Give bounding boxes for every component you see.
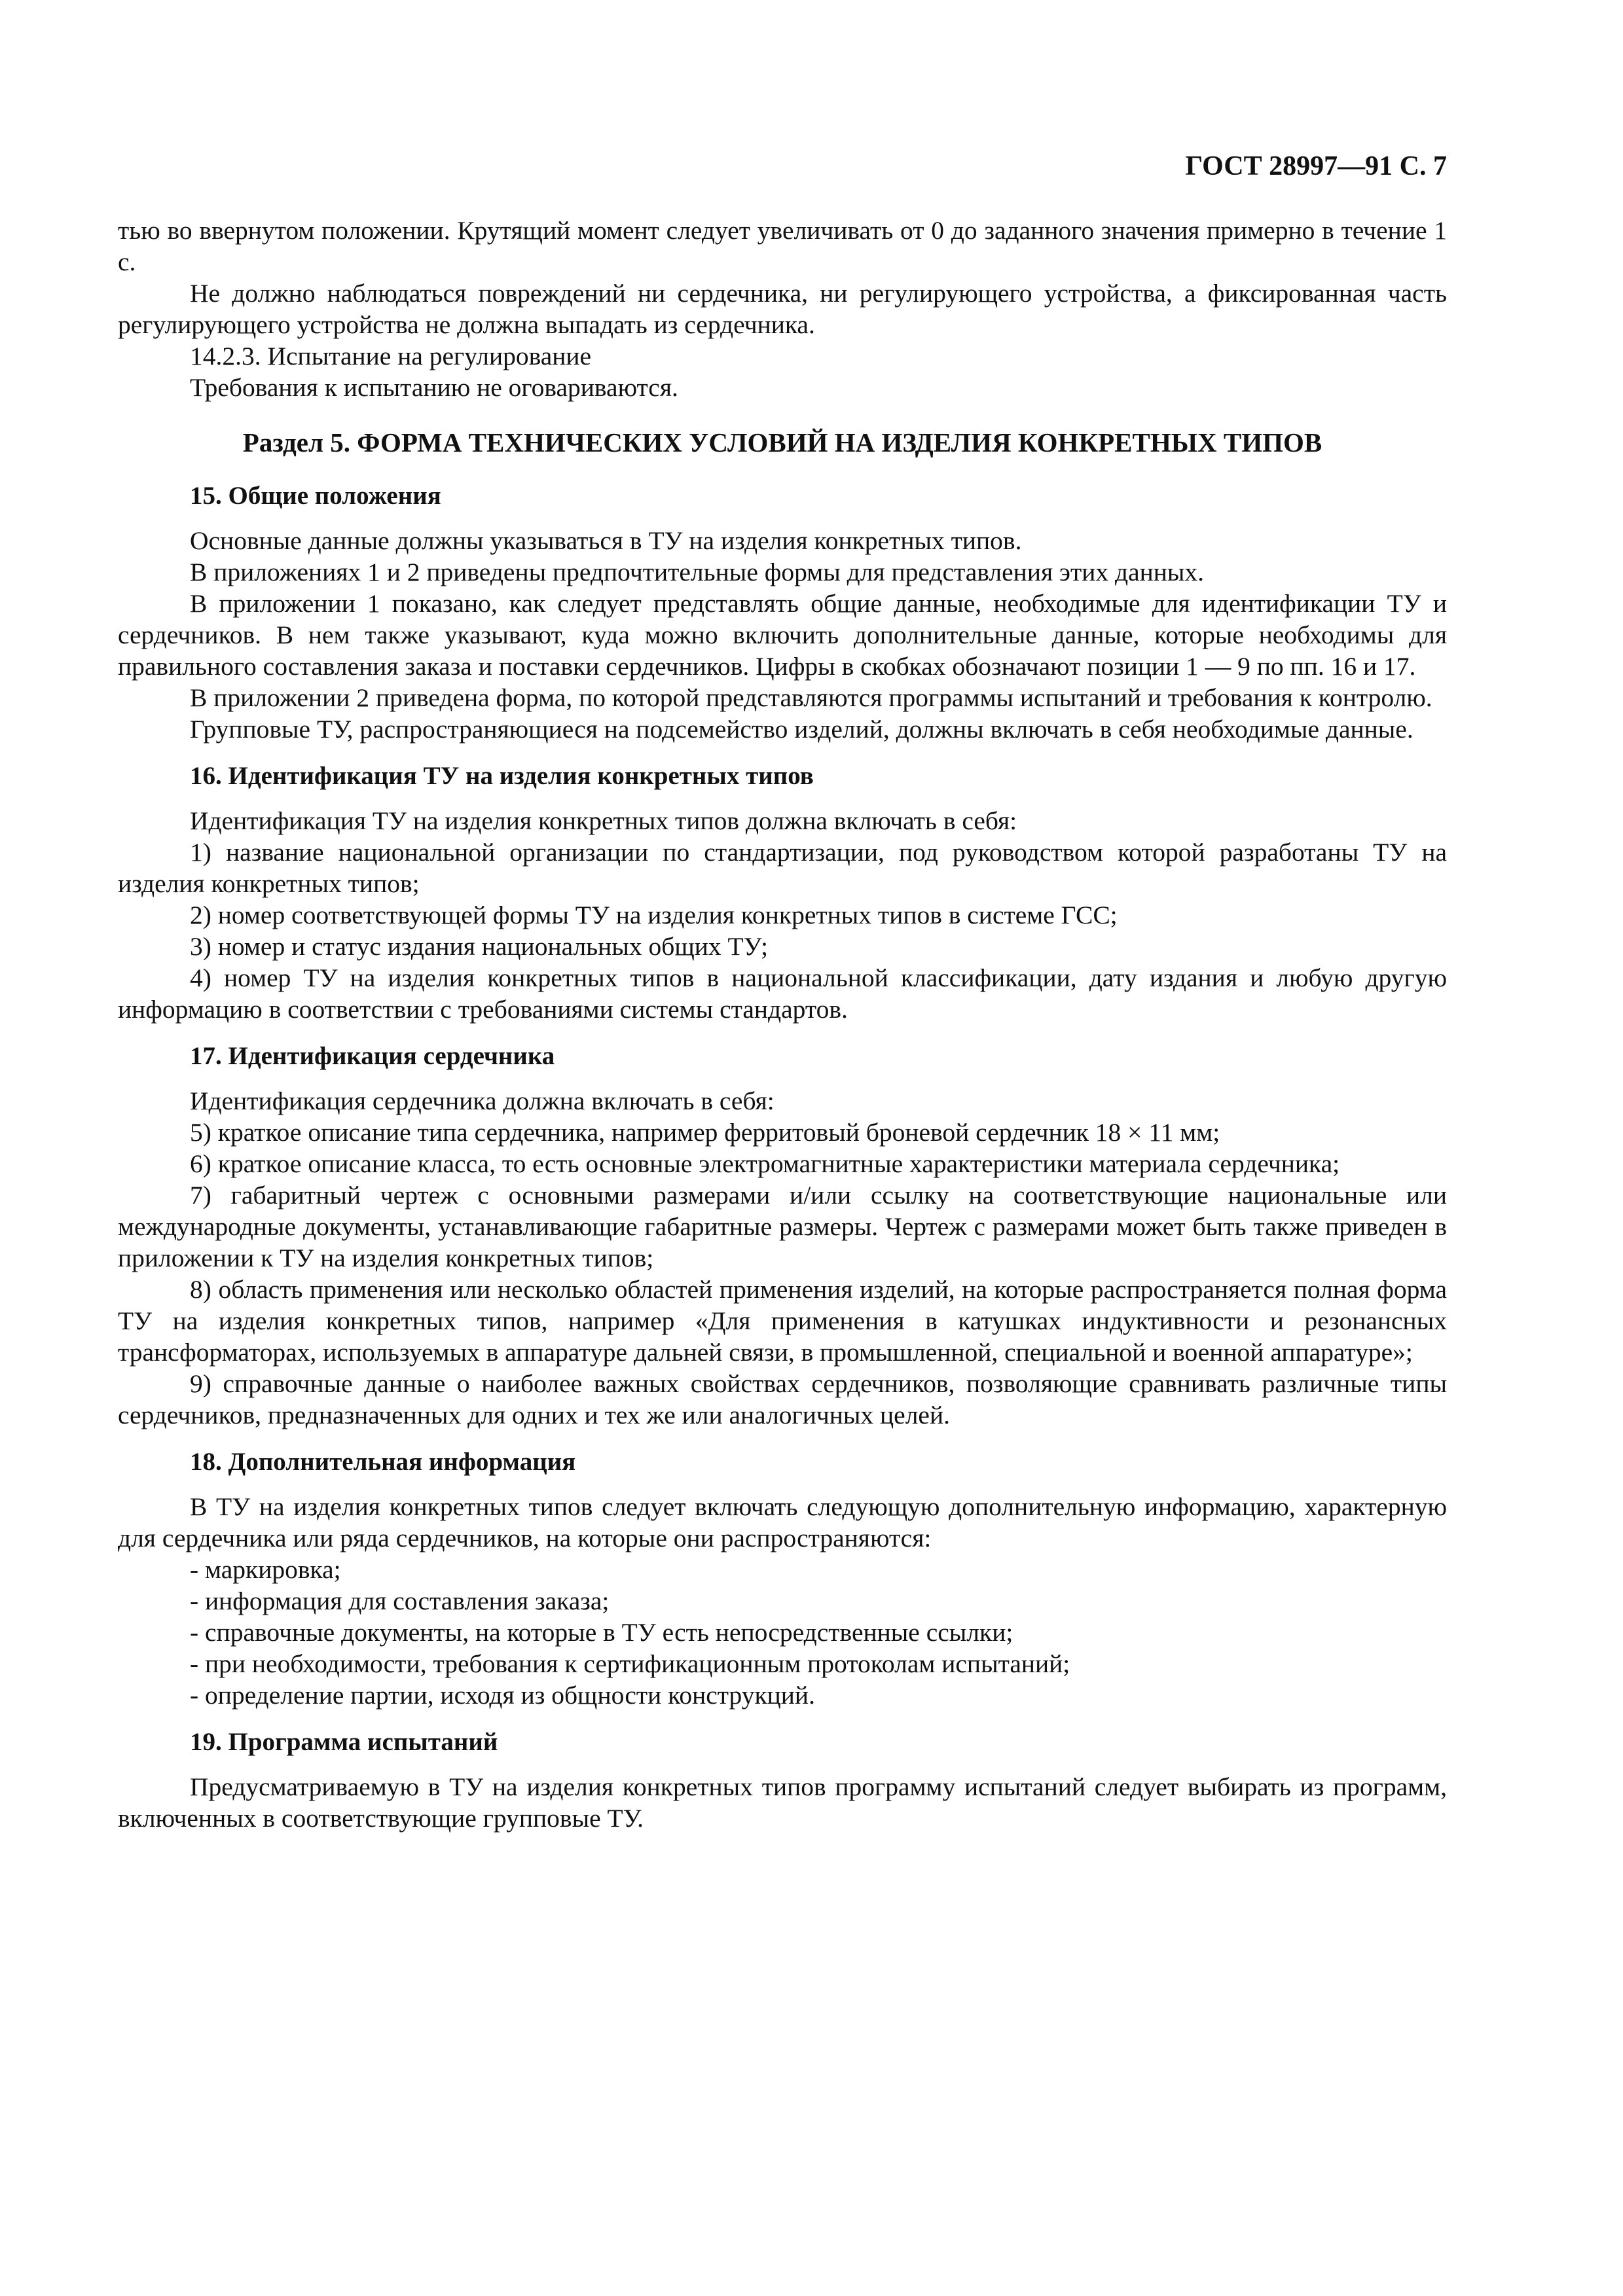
list-item: 3) номер и статус издания национальных общих ТУ;: [190, 932, 769, 961]
list-item: - маркировка;: [190, 1555, 341, 1584]
paragraph: В приложении 2 приведена форма, по которой представляются программы испытаний и требования к контролю.: [190, 683, 1432, 712]
paragraph: Идентификация ТУ на изделия конкретных типов должна включать в себя:: [190, 806, 1017, 835]
paragraph: В приложениях 1 и 2 приведены предпочтительные формы для представления этих данных.: [190, 558, 1205, 586]
list-item: 4) номер ТУ на изделия конкретных типов в национальной классификации, дату издания и любую другую информацию в соответствии с требованиями системы стандартов.: [118, 963, 1447, 1024]
list-item: 7) габаритный чертеж с основными размерами и/или ссылку на соответствующие национальные или международные документы, устанавливающие габаритные размеры. Чертеж с размерами может быть также приведен в приложении к ТУ на изделия конкретных типов;: [118, 1181, 1447, 1272]
paragraph: В приложении 1 показано, как следует представлять общие данные, необходимые для идентификации ТУ и сердечников. В нем также указывают, куда можно включить дополнительные данные, которые необходимы для правильного составления заказа и поставки сердечников. Цифры в скобках обозначают позиции 1 — 9 по пп. 16 и 17.: [118, 589, 1447, 681]
heading-15: 15. Общие положения: [190, 482, 441, 510]
paragraph: В ТУ на изделия конкретных типов следует включать следующую дополнительную информацию, характерную для сердечника или ряда сердечников, на которые они распространяются:: [118, 1492, 1447, 1552]
list-item: - при необходимости, требования к сертификационным протоколам испытаний;: [190, 1649, 1070, 1678]
paragraph: Основные данные должны указываться в ТУ на изделия конкретных типов.: [190, 526, 1022, 555]
list-item: 2) номер соответствующей формы ТУ на изделия конкретных типов в системе ГСС;: [190, 901, 1118, 929]
section-title: Раздел 5. ФОРМА ТЕХНИЧЕСКИХ УСЛОВИЙ НА ИЗДЕЛИЯ КОНКРЕТНЫХ ТИПОВ: [242, 427, 1322, 457]
paragraph: Требования к испытанию не оговариваются.: [190, 373, 678, 402]
paragraph: Групповые ТУ, распространяющиеся на подсемейство изделий, должны включать в себя необходимые данные.: [190, 715, 1413, 744]
list-item: 9) справочные данные о наиболее важных свойствах сердечников, позволяющие сравнивать различные типы сердечников, предназначенных для одних и тех же или аналогичных целей.: [118, 1369, 1447, 1429]
paragraph: тью во ввернутом положении. Крутящий момент следует увеличивать от 0 до заданного значения примерно в течение 1 с.: [118, 216, 1447, 276]
heading-19: 19. Программа испытаний: [190, 1728, 498, 1756]
heading-17: 17. Идентификация сердечника: [190, 1042, 555, 1070]
heading-18: 18. Дополнительная информация: [190, 1448, 576, 1476]
list-item: 1) название национальной организации по стандартизации, под руководством которой разработаны ТУ на изделия конкретных типов;: [118, 838, 1447, 898]
heading-16: 16. Идентификация ТУ на изделия конкретных типов: [190, 762, 814, 790]
clause-title: 14.2.3. Испытание на регулирование: [190, 342, 592, 370]
list-item: 6) краткое описание класса, то есть основные электромагнитные характеристики материала сердечника;: [190, 1149, 1340, 1178]
paragraph: Не должно наблюдаться повреждений ни сердечника, ни регулирующего устройства, а фиксированная часть регулирующего устройства не должна выпадать из сердечника.: [118, 279, 1447, 339]
paragraph: Идентификация сердечника должна включать в себя:: [190, 1086, 775, 1115]
list-item: - справочные документы, на которые в ТУ есть непосредственные ссылки;: [190, 1618, 1013, 1647]
page-header: ГОСТ 28997—91 С. 7: [1185, 151, 1447, 181]
list-item: 5) краткое описание типа сердечника, например ферритовый броневой сердечник 18 × 11 мм;: [190, 1118, 1220, 1147]
paragraph: Предусматриваемую в ТУ на изделия конкретных типов программу испытаний следует выбирать из программ, включенных в соответствующие групповые ТУ.: [118, 1772, 1447, 1833]
list-item: - информация для составления заказа;: [190, 1587, 610, 1615]
list-item: 8) область применения или несколько областей применения изделий, на которые распространяется полная форма ТУ на изделия конкретных типов, например «Для применения в катушках индуктивности и резонансных трансформаторах, используемых в аппаратуре дальней связи, в промышленной, специальной и военной аппаратуре»;: [118, 1275, 1447, 1367]
list-item: - определение партии, исходя из общности конструкций.: [190, 1681, 815, 1710]
document-page: [118, 151, 1447, 1834]
